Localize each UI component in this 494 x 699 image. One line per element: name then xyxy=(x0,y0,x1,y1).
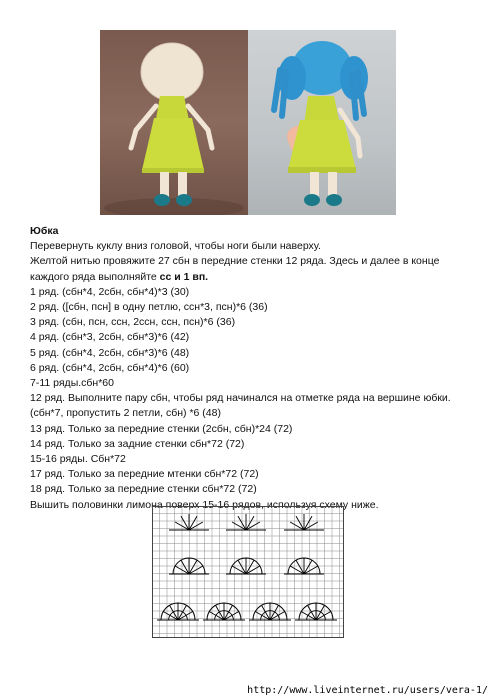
doll-back-illustration xyxy=(100,30,248,215)
row-instruction: 17 ряд. Только за передние мтенки сбн*72 (72) xyxy=(30,468,259,481)
row-instruction: 12 ряд. Выполните пару сбн, чтобы ряд начинался на отметке ряда на вершине юбки. xyxy=(30,392,451,405)
text-line-with-bold xyxy=(30,270,470,285)
lemon-half-motif xyxy=(169,514,209,530)
row-instruction: 6 ряд. (сбн*4, 2сбн, сбн*4)*6 (60) xyxy=(30,361,190,374)
lemon-embroidery-grid xyxy=(152,506,344,638)
text-line: Перевернуть куклу вниз головой, чтобы ноги были наверху. xyxy=(30,240,321,253)
doll-photo-back xyxy=(100,30,248,215)
pattern-text xyxy=(30,224,470,513)
row-instruction: 3 ряд. (сбн, псн, ссн, 2ссн, ссн, псн)*6 (36) xyxy=(30,316,236,329)
text-line-prefix: каждого ряда выполняйте xyxy=(30,270,160,283)
lemon-half-motif xyxy=(203,603,245,620)
doll-front-illustration xyxy=(248,30,396,215)
doll-photo-front xyxy=(248,30,396,215)
lemon-half-motif xyxy=(226,558,266,574)
source-url: http://www.liveinternet.ru/users/vera-1/ xyxy=(247,685,488,696)
row-instruction: 4 ряд. (сбн*3, 2сбн, сбн*3)*6 (42) xyxy=(30,331,190,344)
lemon-half-motif xyxy=(284,514,324,530)
row-instruction: (сбн*7, пропустить 2 петли, сбн) *6 (48) xyxy=(30,407,221,420)
row-instruction: 5 ряд. (сбн*4, 2сбн, сбн*3)*6 (48) xyxy=(30,346,190,359)
lemon-half-motif xyxy=(295,603,337,620)
row-instruction: 18 ряд. Только за передние стенки сбн*72 (72) xyxy=(30,483,257,496)
row-instruction: 14 ряд. Только за задние стенки сбн*72 (72) xyxy=(30,437,245,450)
lemon-half-motif xyxy=(226,514,266,530)
row-instruction: Вышить половинки лимона поверх 15-16 рядов, используя схему ниже. xyxy=(30,498,379,511)
bold-instruction: сс и 1 вп. xyxy=(159,270,209,283)
lemon-half-motif xyxy=(169,558,209,574)
lemon-half-motif xyxy=(157,603,199,620)
lemon-half-motif xyxy=(249,603,291,620)
section-heading: Юбка xyxy=(30,225,59,237)
row-instruction: 1 ряд. (сбн*4, 2сбн, сбн*4)*3 (30) xyxy=(30,285,190,298)
doll-photos xyxy=(100,30,396,215)
row-instruction: 15-16 ряды. Сбн*72 xyxy=(30,453,126,466)
row-instruction: 13 ряд. Только за передние стенки (2сбн, сбн)*24 (72) xyxy=(30,422,293,435)
row-instruction: 7-11 ряды.сбн*60 xyxy=(30,377,114,390)
embroidery-scheme xyxy=(152,506,344,638)
text-line: Желтой нитью провяжите 27 сбн в передние стенки 12 ряда. Здесь и далее в конце xyxy=(30,255,440,268)
row-instruction: 2 ряд. ([сбн, псн] в одну петлю, ссн*3, псн)*6 (36) xyxy=(30,301,268,314)
lemon-half-motif xyxy=(284,558,324,574)
